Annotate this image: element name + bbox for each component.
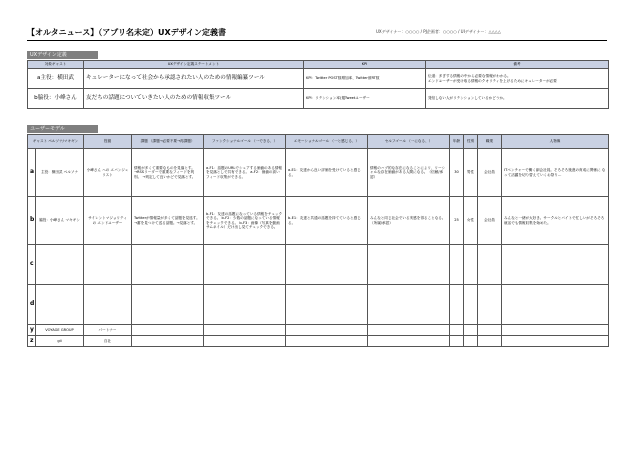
role-cell: 自社 [84, 336, 132, 347]
header-statement: UXデザイン定義ステートメント [84, 61, 304, 69]
row-key: z [28, 336, 36, 347]
row-key: y [28, 325, 36, 336]
image-cell [502, 336, 609, 347]
age-cell [450, 285, 464, 325]
task-cell [132, 245, 204, 285]
image-cell [502, 285, 609, 325]
job-cell [478, 336, 502, 347]
row-key: b [28, 197, 36, 245]
target-cell: b脇役：小峰さん [28, 89, 84, 109]
self-goal-cell [368, 325, 450, 336]
guest-cell: 脇役：小峰さん マキギン [36, 197, 84, 245]
self-goal-cell [368, 336, 450, 347]
functional-goal-cell [204, 285, 286, 325]
header-target: 対象ギャスト [28, 61, 84, 69]
gender-cell [464, 245, 478, 285]
statement-cell: 友だちの話題についていきたい人のための情報収集ツール [84, 89, 304, 109]
age-cell [450, 336, 464, 347]
user-model-row [28, 149, 609, 197]
emotional-goal-cell: b-E1：友達と共通の話題を持てていると感じる。 [286, 197, 368, 245]
user-model-row [28, 285, 609, 325]
title-divider [27, 40, 607, 41]
ux-definition-table [27, 60, 609, 109]
header-self-goal: セルフゴール （一になる、） [368, 135, 450, 149]
task-cell [132, 285, 204, 325]
ux-definition-header-row [28, 61, 609, 69]
user-model-row [28, 245, 609, 285]
statement-cell: キュレーターになって社会から承認されたい人のための情報編纂ツール [84, 69, 304, 89]
header-gender: 性別 [464, 135, 478, 149]
header-task: 課題 （課題→必要不要→再課題） [132, 135, 204, 149]
job-cell [478, 285, 502, 325]
header-kpi: KPI [304, 61, 426, 69]
notes-line: 発信しない人がリテンションしているかどうか。 [428, 96, 507, 101]
self-goal-cell: 情報のハブ的な存在になることによリ、リーシャルな存在価値がある人間になる。（信頼/承認） [368, 149, 450, 197]
header-functional-goal: ファンクショナルゴール （一できる、） [204, 135, 286, 149]
gender-cell [464, 336, 478, 347]
notes-cell [426, 69, 609, 89]
header-role: 役割 [84, 135, 132, 149]
guest-cell: 主役：横田武 ペルソナ [36, 149, 84, 197]
role-cell [84, 285, 132, 325]
header-image: 人物像 [502, 135, 609, 149]
image-cell: みんなと一緒が大好き。サークルとバイトで忙しいがそろそろ就活でも情報収集を始めた。 [502, 197, 609, 245]
emotional-goal-cell [286, 336, 368, 347]
header-emotional-goal: エモーショナルゴール （一と感じる、） [286, 135, 368, 149]
role-cell: パートナー [84, 325, 132, 336]
header-notes: 備考 [426, 61, 609, 69]
functional-goal-cell [204, 336, 286, 347]
image-cell: ITベンチャーで働く副会社員。そろそろ後進の育成に関係に なって活躍を切り替えていくお祭り… [502, 149, 609, 197]
target-cell: a主役：横田武 [28, 69, 84, 89]
header-guest: ギャスト ペルソナ/マキギン [28, 135, 84, 149]
task-cell: 情報が多くて重要なものを見落とす。 →RSSリーダーで重要なフィードを判別。 →判定して良いかどで見落とす。 [132, 149, 204, 197]
ux-definition-row [28, 89, 609, 109]
role-cell [84, 245, 132, 285]
task-cell [132, 336, 204, 347]
emotional-goal-cell [286, 325, 368, 336]
header-age: 年齢 [450, 135, 464, 149]
user-model-header-row [28, 135, 609, 149]
guest-cell [36, 285, 84, 325]
gender-cell [464, 285, 478, 325]
designer-credits: UXデザイナー：○○○○ / PJ企画者：○○○○ / UIデザイナー：△△△△ [376, 29, 501, 34]
age-cell [450, 245, 464, 285]
emotional-goal-cell [286, 285, 368, 325]
user-model-row [28, 197, 609, 245]
user-model-section-label: ユーザーモデル [27, 125, 98, 133]
kpi-cell: KPI：リテンション率(週Tweetユーザー [304, 89, 426, 109]
functional-goal-cell [204, 245, 286, 285]
ux-definition-row [28, 69, 609, 89]
guest-cell [36, 245, 84, 285]
row-key: a [28, 149, 36, 197]
gender-cell: 男性 [464, 149, 478, 197]
document-title: 【オルタニュース】（アプリ名未定）UXデザイン定義書 [27, 28, 227, 37]
emotional-goal-cell: a-E1：友達から良い評価を受けていると感じる。 [286, 149, 368, 197]
notes-cell [426, 89, 609, 109]
header-job: 職業 [478, 135, 502, 149]
guest-cell: VOYAGE GROUP [36, 325, 84, 336]
kpi-cell: KPI：Twitter POST数増加率、Twitter被RT数 [304, 69, 426, 89]
notes-line: 伝道：多ぎする情報の中から必要な情報がわかる。 [428, 74, 511, 78]
row-key: d [28, 285, 36, 325]
age-cell: 30 [450, 149, 464, 197]
functional-goal-cell: a-F1：話題のURLでシェアする価値のある情報を見落としで共有できる。 a-F2：価値の高いフィード収集ができる。 [204, 149, 286, 197]
role-cell: サイレントマジョリティ の エンドユーザー [84, 197, 132, 245]
ux-definition-section-label: UXデザイン定義 [27, 51, 98, 59]
age-cell: 25 [450, 197, 464, 245]
self-goal-cell [368, 245, 450, 285]
job-cell [478, 325, 502, 336]
user-model-table [27, 134, 609, 347]
emotional-goal-cell [286, 245, 368, 285]
gender-cell [464, 325, 478, 336]
age-cell [450, 325, 464, 336]
notes-line: エンドユーザーが受け取る情報のクオリティを上げるためにキュレーターが必要 [428, 78, 557, 83]
task-cell: Twitterが情報量が多くて話題を見逃す。→蓄を見つけて送る話題。→見落とす。 [132, 197, 204, 245]
self-goal-cell [368, 285, 450, 325]
role-cell: 小峰さん への エバンジェリスト [84, 149, 132, 197]
image-cell [502, 245, 609, 285]
job-cell [478, 245, 502, 285]
functional-goal-cell: b-F1：友達の話題になっている情報をチェックできる。 b-F2：少数の話題になっている情報をチェックできる。 b-F3：画像（写真を動画サムネイル）だけ出し見てチェックできる。 [204, 197, 286, 245]
image-cell [502, 325, 609, 336]
user-model-row [28, 325, 609, 336]
self-goal-cell: みんなと同じ社会でいる実感を得ることなる。（所属/承認） [368, 197, 450, 245]
guest-cell: gii [36, 336, 84, 347]
functional-goal-cell [204, 325, 286, 336]
job-cell: 会社員 [478, 197, 502, 245]
row-key: c [28, 245, 36, 285]
task-cell [132, 325, 204, 336]
user-model-row [28, 336, 609, 347]
gender-cell: 女性 [464, 197, 478, 245]
job-cell: 会社員 [478, 149, 502, 197]
